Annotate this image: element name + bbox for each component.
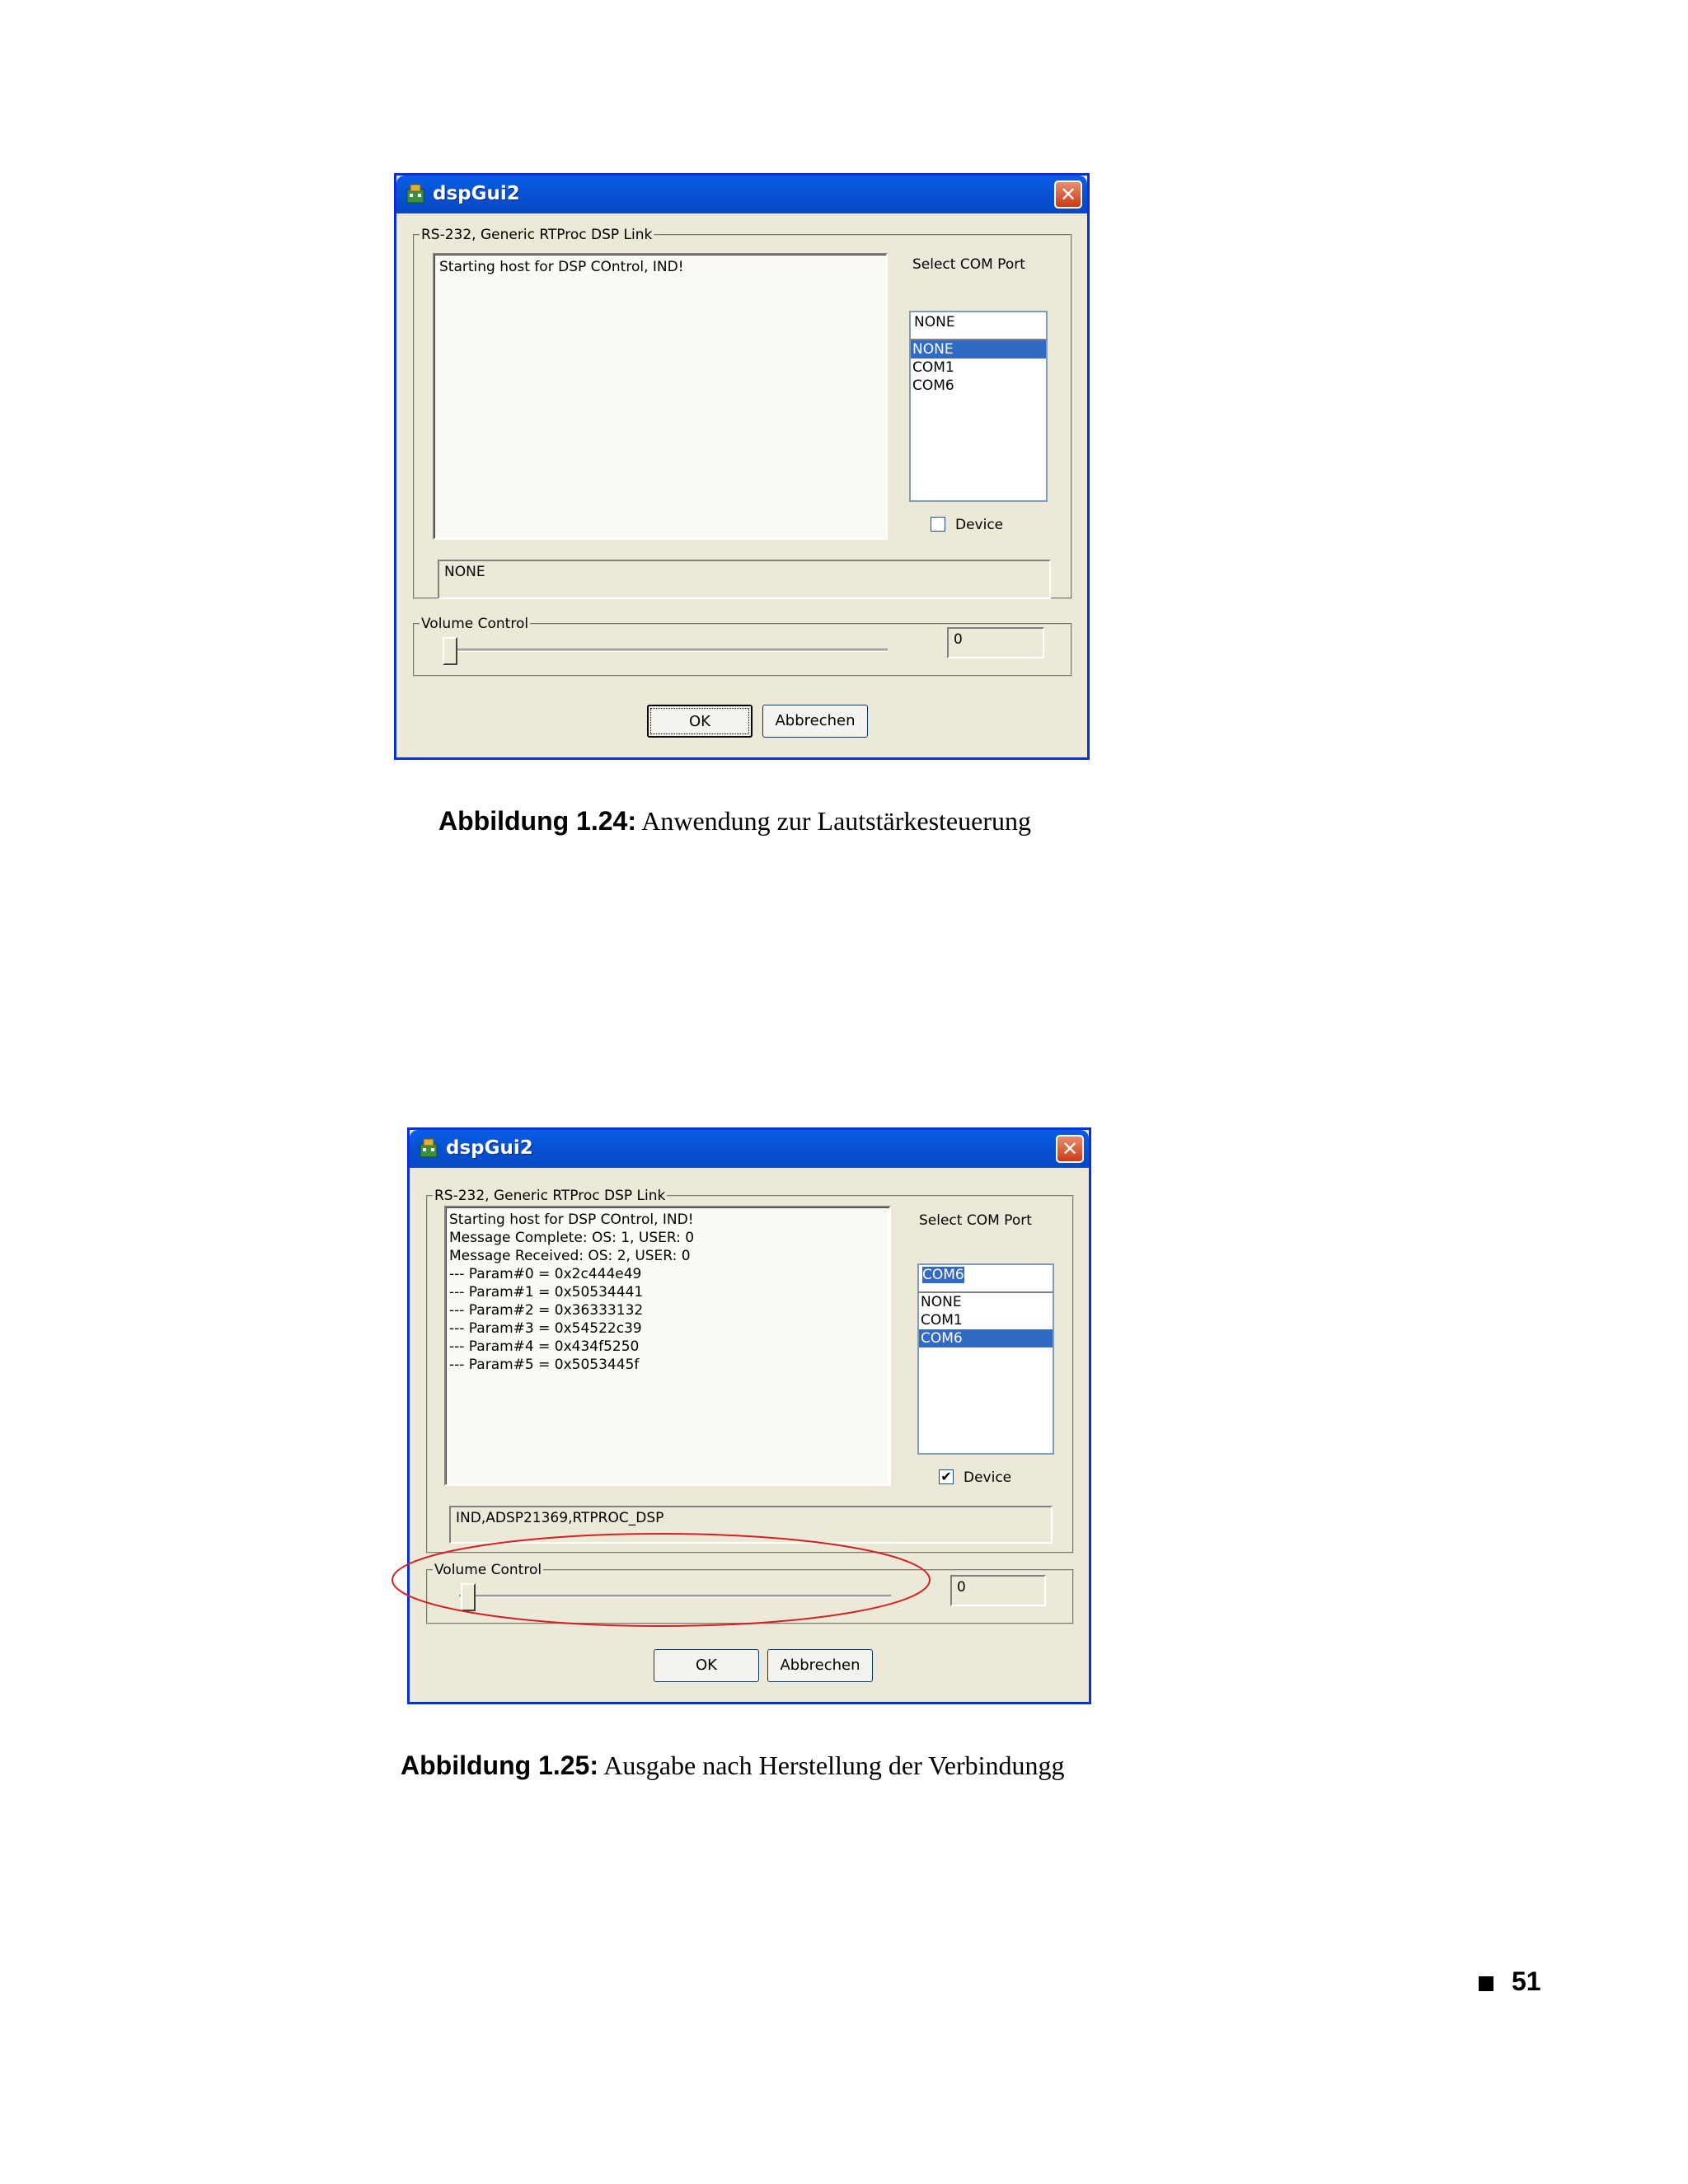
log-output[interactable] xyxy=(444,1206,891,1486)
log-line: --- Param#1 = 0x50534441 xyxy=(449,1284,644,1301)
log-line: --- Param#0 = 0x2c444e49 xyxy=(449,1266,642,1282)
device-checkbox[interactable] xyxy=(931,517,945,532)
log-output[interactable] xyxy=(433,253,888,540)
log-line: --- Param#2 = 0x36333132 xyxy=(449,1302,644,1319)
log-line: --- Param#5 = 0x5053445f xyxy=(449,1357,640,1373)
caption-label: Abbildung 1.24: xyxy=(438,806,636,836)
device-info-field: NONE xyxy=(438,560,1051,599)
log-line: Message Received: OS: 2, USER: 0 xyxy=(449,1248,691,1264)
figure-caption xyxy=(438,806,1031,837)
cancel-button[interactable]: Abbrechen xyxy=(767,1649,873,1682)
highlight-ellipse xyxy=(389,1528,933,1632)
list-item[interactable]: NONE xyxy=(921,1294,962,1310)
checkmark-icon: ✔ xyxy=(940,1469,952,1484)
volume-value-field: 0 xyxy=(950,1575,1046,1606)
log-line: Starting host for DSP COntrol, IND! xyxy=(449,1212,694,1228)
caption-text: Anwendung zur Lautstärkesteuerung xyxy=(641,806,1031,836)
com-port-combo-value: COM6 xyxy=(922,1267,964,1283)
log-line: Starting host for DSP COntrol, IND! xyxy=(439,259,684,275)
volume-slider-thumb[interactable] xyxy=(443,637,457,665)
list-item[interactable]: COM6 xyxy=(912,377,954,394)
log-line: --- Param#4 = 0x434f5250 xyxy=(449,1338,640,1355)
cancel-button[interactable]: Abbrechen xyxy=(762,705,868,738)
select-com-label: Select COM Port xyxy=(919,1212,1032,1229)
page-number-text: 51 xyxy=(1512,1966,1541,1996)
device-info-field: IND,ADSP21369,RTPROC_DSP xyxy=(449,1506,1053,1544)
figure-caption xyxy=(401,1750,1065,1781)
ok-button[interactable]: OK xyxy=(647,705,753,738)
log-line: Message Complete: OS: 1, USER: 0 xyxy=(449,1230,695,1246)
volume-group-title: Volume Control xyxy=(421,616,529,632)
list-item[interactable]: NONE xyxy=(911,340,1046,359)
close-icon: ✕ xyxy=(1059,183,1077,206)
caption-label: Abbildung 1.25: xyxy=(401,1750,598,1780)
list-item[interactable]: COM6 xyxy=(919,1329,1053,1347)
device-checkbox[interactable] xyxy=(939,1469,954,1484)
square-bullet-icon xyxy=(1479,1976,1493,1991)
page-number xyxy=(1479,1966,1541,1997)
title-bar[interactable] xyxy=(396,176,1087,213)
volume-group-title: Volume Control xyxy=(434,1562,542,1578)
dialog-window xyxy=(394,173,1090,760)
com-port-list[interactable] xyxy=(909,339,1048,502)
com-port-list[interactable] xyxy=(917,1291,1054,1455)
close-icon: ✕ xyxy=(1061,1137,1079,1160)
app-icon xyxy=(405,183,426,204)
app-icon xyxy=(418,1137,439,1159)
list-item[interactable]: COM1 xyxy=(912,359,954,376)
list-item[interactable]: COM1 xyxy=(921,1312,963,1329)
com-port-combo[interactable]: NONE xyxy=(909,311,1048,340)
volume-value-field: 0 xyxy=(947,627,1044,658)
volume-track xyxy=(443,649,888,652)
title-bar[interactable] xyxy=(410,1130,1089,1168)
device-label: Device xyxy=(964,1469,1012,1486)
com-port-combo[interactable] xyxy=(917,1263,1054,1293)
window-title: dspGui2 xyxy=(433,183,520,204)
select-com-label: Select COM Port xyxy=(912,256,1025,273)
device-label: Device xyxy=(955,517,1004,533)
rs232-group-title: RS-232, Generic RTProc DSP Link xyxy=(434,1188,666,1204)
close-button[interactable] xyxy=(1054,180,1082,209)
caption-text: Ausgabe nach Herstellung der Verbindungg xyxy=(603,1750,1065,1780)
log-line: --- Param#3 = 0x54522c39 xyxy=(449,1320,642,1337)
ok-button[interactable]: OK xyxy=(654,1649,759,1682)
rs232-group-title: RS-232, Generic RTProc DSP Link xyxy=(421,227,653,243)
window-title: dspGui2 xyxy=(446,1137,533,1159)
close-button[interactable] xyxy=(1056,1135,1084,1163)
